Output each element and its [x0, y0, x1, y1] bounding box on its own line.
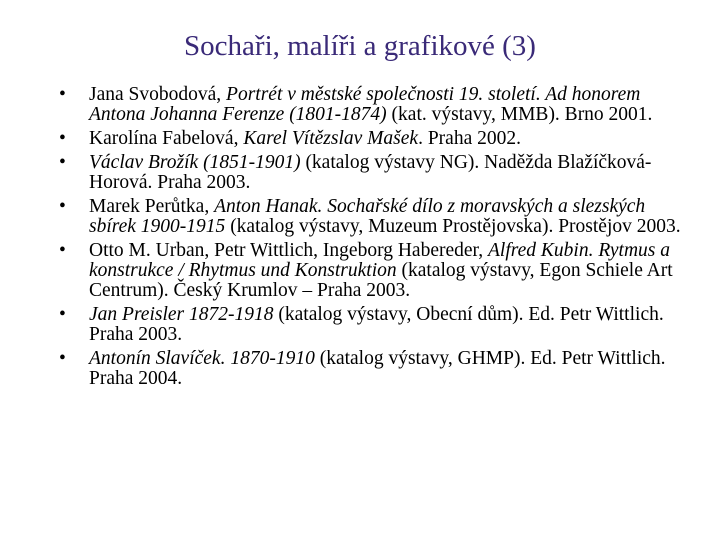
bullet-icon: •	[59, 196, 66, 217]
list-item	[55, 85, 695, 125]
item-title: Alfred Kubin. Rytmus a konstrukce / Rhytmus und Konstruktion	[89, 240, 670, 281]
bullet-icon: •	[59, 128, 66, 149]
item-title: Anton Hanak. Sochařské dílo z moravských a slezských sbírek 1900-1915	[89, 196, 646, 237]
bullet-icon: •	[59, 348, 66, 369]
bullet-icon: •	[59, 84, 66, 105]
item-details: . Praha 2002.	[418, 128, 521, 149]
item-details: (katalog výstavy, GHMP). Ed. Petr Wittlich. Praha 2004.	[89, 348, 666, 389]
item-title: Portrét v městské společnosti 19. století. Ad honorem Antona Johanna Ferenze (1801-1874)	[89, 84, 641, 125]
bullet-icon: •	[59, 304, 66, 325]
item-author: Jana Svobodová,	[89, 84, 227, 105]
slide-title: Sochaři, malíři a grafikové (3)	[184, 30, 536, 62]
item-title: Antonín Slavíček. 1870-1910	[89, 348, 315, 369]
item-author: Karolína Fabelová,	[89, 128, 244, 149]
list-item	[55, 153, 695, 193]
item-author: Otto M. Urban, Petr Wittlich, Ingeborg Habereder,	[89, 240, 488, 261]
item-details: (katalog výstavy, Egon Schiele Art Centrum). Český Krumlov – Praha 2003.	[89, 260, 673, 301]
bullet-icon: •	[59, 152, 66, 173]
bibliography-list	[55, 85, 695, 393]
item-author: Marek Perůtka,	[89, 196, 215, 217]
list-item	[55, 241, 695, 301]
list-item	[55, 349, 695, 389]
item-title: Václav Brožík (1851-1901)	[89, 152, 301, 173]
list-item	[55, 305, 695, 345]
item-details: (katalog výstavy NG). Naděžda Blažíčková-Horová. Praha 2003.	[89, 152, 652, 193]
item-details: (kat. výstavy, MMB). Brno 2001.	[386, 104, 653, 125]
list-item	[55, 197, 695, 237]
list-item	[55, 129, 695, 149]
item-details: (katalog výstavy, Obecní dům). Ed. Petr Wittlich. Praha 2003.	[89, 304, 664, 345]
item-details: (katalog výstavy, Muzeum Prostějovska). Prostějov 2003.	[225, 216, 681, 237]
bullet-icon: •	[59, 240, 66, 261]
item-title: Jan Preisler 1872-1918	[89, 304, 274, 325]
item-title: Karel Vítězslav Mašek	[243, 128, 419, 149]
